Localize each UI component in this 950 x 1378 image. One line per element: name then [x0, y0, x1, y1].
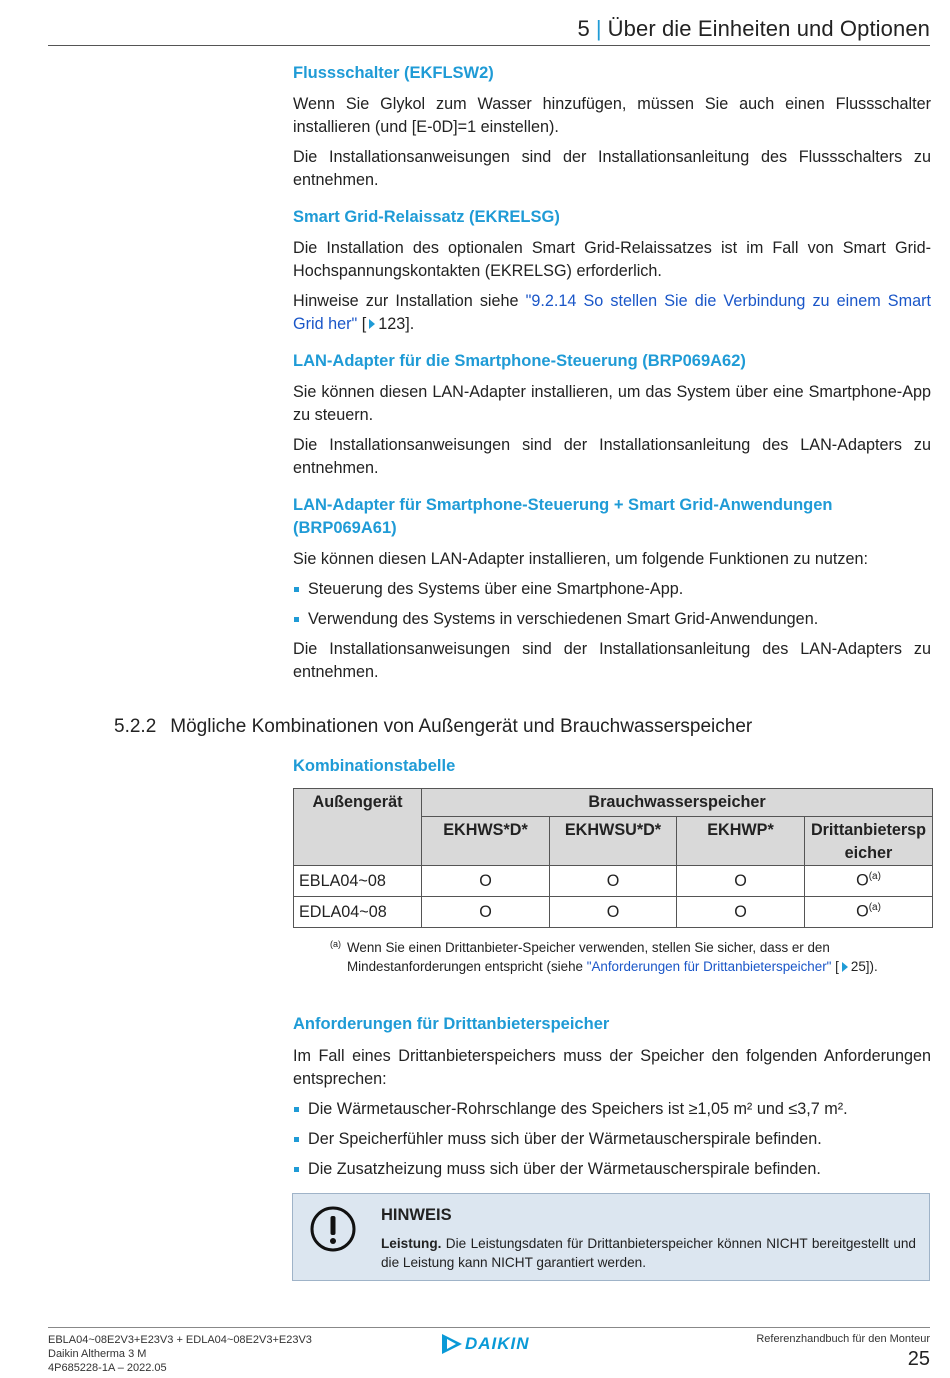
heading-kombinationstabelle: Kombinationstabelle	[293, 757, 456, 775]
section-number: 5.2.2	[114, 716, 157, 737]
paragraph: Die Installationsanweisungen sind der Installationsanleitung des Flussschalters zu entnehmen.	[293, 148, 931, 189]
bullet-list	[293, 578, 931, 631]
paragraph: Die Installationsanweisungen sind der Installationsanleitung des LAN-Adapters zu entnehmen.	[293, 436, 931, 477]
table-header-group: Brauchwasserspeicher	[422, 789, 933, 817]
section-lan62	[293, 350, 931, 480]
section-lan61	[293, 494, 931, 684]
heading-requirements: Anforderungen für Drittanbieterspeicher	[293, 1015, 610, 1033]
header-title	[578, 16, 931, 42]
header-separator: |	[595, 16, 602, 41]
footer-meta	[48, 1333, 312, 1375]
table-cell	[805, 897, 933, 928]
list-item	[293, 1098, 931, 1121]
table-footnote	[330, 938, 890, 976]
list-item-text: Steuerung des Systems über eine Smartphone-App.	[308, 580, 684, 598]
paragraph: Im Fall eines Drittanbieterspeichers muss der Speicher den folgenden Anforderungen entsprechen:	[293, 1047, 931, 1088]
page-arrow-icon	[369, 319, 375, 329]
footer-rule	[48, 1327, 930, 1328]
paragraph: Sie können diesen LAN-Adapter installieren, um folgende Funktionen zu nutzen:	[293, 550, 869, 568]
text: [	[831, 959, 839, 974]
text: ]).	[865, 959, 878, 974]
table-subheader: EKHWSU*D*	[550, 817, 677, 866]
daikin-logo	[440, 1333, 530, 1355]
footnote-ref: (a)	[868, 902, 881, 914]
bullet-icon	[294, 1107, 299, 1112]
table-subheader: EKHWS*D*	[422, 817, 550, 866]
footnote-mark: (a)	[330, 939, 341, 949]
footer-manual-title: Referenzhandbuch für den Monteur	[756, 1333, 930, 1345]
table-cell: O	[422, 897, 550, 928]
section-requirements	[293, 1013, 931, 1181]
section-title-522	[114, 716, 752, 738]
table-cell: O	[550, 866, 677, 897]
table-row	[294, 866, 933, 897]
daikin-logo-icon	[440, 1334, 462, 1354]
table-header-outdoor: Außengerät	[294, 789, 422, 866]
footnote-text	[347, 938, 890, 976]
combination-table	[293, 788, 933, 928]
paragraph	[293, 290, 931, 336]
cell-value: O	[856, 902, 869, 921]
heading-line: LAN-Adapter für Smartphone-Steuerung + Smart Grid-Anwendungen	[293, 496, 833, 514]
brand-wordmark: DAIKIN	[465, 1334, 530, 1353]
page-number: 25	[907, 1348, 930, 1370]
heading-line: (BRP069A61)	[293, 519, 397, 537]
list-item-text: Die Zusatzheizung muss sich über der Wärmetauscherspirale befinden.	[308, 1160, 821, 1178]
heading-lan61	[293, 494, 931, 540]
table-cell: O	[422, 866, 550, 897]
bullet-icon	[294, 1167, 299, 1172]
footnote-ref: (a)	[868, 871, 881, 883]
notice-lead: Leistung.	[381, 1236, 442, 1251]
text: Wenn Sie einen Drittanbieter-Speicher verwenden, stellen Sie sicher, dass er den Mindestanforderungen entspricht (siehe	[347, 940, 830, 974]
paragraph: Die Installation des optionalen Smart Grid-Relaissatzes ist im Fall von Smart Grid-Hochspannungskontakten (EKRELSG) erforderlich.	[293, 239, 931, 280]
heading-smartgrid: Smart Grid-Relaissatz (EKRELSG)	[293, 208, 560, 226]
paragraph: Sie können diesen LAN-Adapter installieren, um das System über eine Smartphone-App zu steuern.	[293, 383, 931, 424]
notice-text	[381, 1234, 916, 1272]
list-item	[293, 578, 931, 601]
bullet-icon	[294, 1137, 299, 1142]
chapter-number: 5	[577, 16, 590, 41]
table-subheader: Drittanbieterspeicher	[805, 817, 933, 866]
footer-product: Daikin Altherma 3 M	[48, 1348, 147, 1360]
notice-body: Die Leistungsdaten für Drittanbieterspeicher können NICHT bereitgestellt und die Leistung kann NICHT garantiert werden.	[381, 1236, 916, 1270]
text: Hinweise zur Installation siehe	[293, 292, 526, 310]
table-cell: O	[677, 866, 805, 897]
table-row	[294, 897, 933, 928]
paragraph: Wenn Sie Glykol zum Wasser hinzufügen, müssen Sie auch einen Flussschalter installieren (und [E-0D]=1 einstellen).	[293, 95, 931, 136]
table-cell-unit: EDLA04~08	[294, 897, 422, 928]
bullet-list	[293, 1098, 931, 1181]
section-flussschalter	[293, 62, 931, 192]
paragraph: Die Installationsanweisungen sind der Installationsanleitung des LAN-Adapters zu entnehmen.	[293, 640, 931, 681]
list-item	[293, 1158, 931, 1181]
page-arrow-icon	[842, 962, 848, 972]
table-cell: O	[677, 897, 805, 928]
notice-title: HINWEIS	[381, 1206, 452, 1224]
table-cell-unit: EBLA04~08	[294, 866, 422, 897]
header-rule	[48, 45, 930, 46]
combo-heading-wrap	[293, 755, 931, 778]
list-item	[293, 1128, 931, 1151]
list-item-text: Der Speicherfühler muss sich über der Wärmetauscherspirale befinden.	[308, 1130, 822, 1148]
table-cell: O	[550, 897, 677, 928]
notice-box	[292, 1193, 930, 1281]
section-title-text: Mögliche Kombinationen von Außengerät und Brauchwasserspeicher	[170, 716, 753, 737]
cell-value: O	[856, 871, 869, 890]
bullet-icon	[294, 587, 299, 592]
exclamation-circle-icon	[309, 1205, 357, 1253]
heading-flussschalter: Flussschalter (EKFLSW2)	[293, 64, 494, 82]
link-anforderungen[interactable]: "Anforderungen für Drittanbieterspeicher"	[586, 959, 832, 974]
table-subheader: EKHWP*	[677, 817, 805, 866]
text: ].	[405, 315, 415, 333]
text: [	[357, 315, 367, 333]
page-ref: 123	[378, 315, 406, 333]
page-ref: 25	[850, 959, 866, 974]
list-item	[293, 608, 931, 631]
bullet-icon	[294, 617, 299, 622]
footer-doc: 4P685228-1A – 2022.05	[48, 1362, 167, 1374]
heading-lan62: LAN-Adapter für die Smartphone-Steuerung (BRP069A62)	[293, 352, 746, 370]
section-smartgrid	[293, 206, 931, 336]
list-item-text: Die Wärmetauscher-Rohrschlange des Speichers ist ≥1,05 m² und ≤3,7 m².	[308, 1100, 848, 1118]
table-cell	[805, 866, 933, 897]
list-item-text: Verwendung des Systems in verschiedenen Smart Grid-Anwendungen.	[308, 610, 819, 628]
chapter-title: Über die Einheiten und Optionen	[607, 16, 930, 41]
footer-model: EBLA04~08E2V3+E23V3 + EDLA04~08E2V3+E23V3	[48, 1334, 312, 1346]
link-smart-grid[interactable]: "9.2.14 So stellen Sie die Verbindung zu einem Smart Grid her"	[293, 292, 931, 333]
